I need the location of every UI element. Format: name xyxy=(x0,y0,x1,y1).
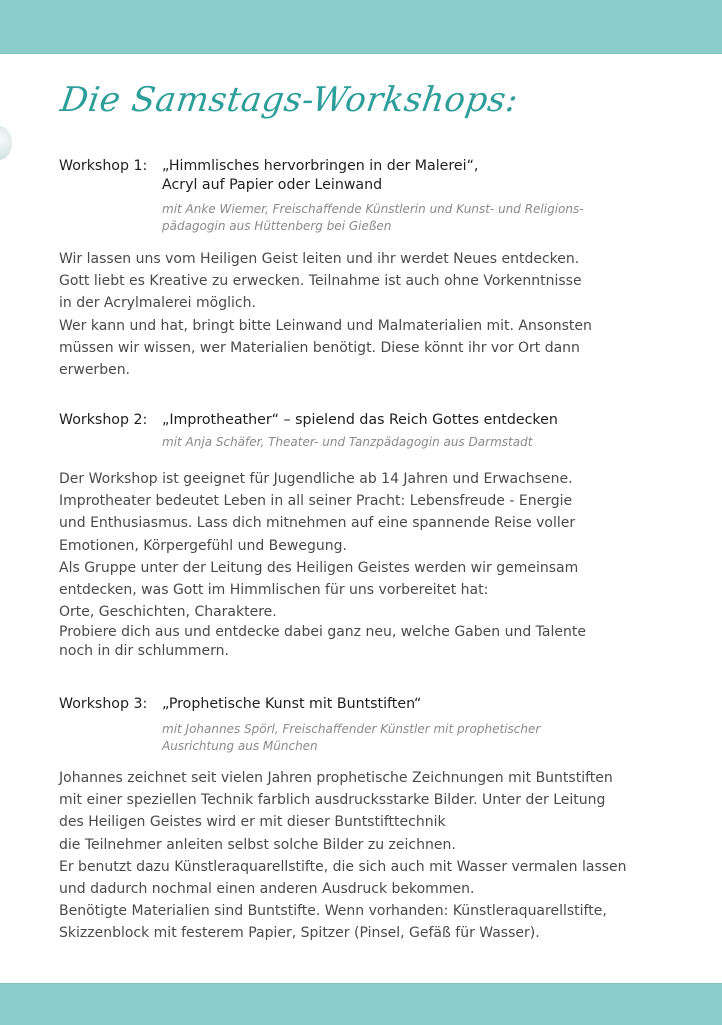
workshop-label: Workshop 1: xyxy=(59,158,148,174)
workshop-title: „Prophetische Kunst mit Buntstiften“ xyxy=(162,696,422,712)
workshop-label: Workshop 3: xyxy=(59,696,148,712)
workshop-description: Wir lassen uns vom Heiligen Geist leiten und ihr werdet Neues entdecken. Gott liebt es Kreative zu erwecken. Teilnahme ist auch ohne Vorkenntnisse in der Acrylmalerei möglich. Wer kann und hat, bringt bitte Leinwand und Malmaterialien mit. Ansonsten müssen wir wissen, wer Materialien benötigt. Diese könnt ihr vor Ort dann erwerben. xyxy=(59,251,592,379)
workshop-description: Der Workshop ist geeignet für Jugendliche ab 14 Jahren und Erwachsene. Improtheater bedeutet Leben in all seiner Pracht: Lebensfreude - Energie und Enthusiasmus. Lass dich mitnehmen auf eine spannende Reise voller Emotionen, Körpergefühl und Bewegung. Als Gruppe unter der Leitung des Heiligen Geistes werden wir gemeinsam entdecken, was Gott im Himmlischen für uns vorbereitet hat: Orte, Geschichten, Charaktere. Probiere dich aus und entdecke dabei ganz neu, welche Gaben und Talente noch in dir schlummern. xyxy=(59,471,586,660)
workshop-speaker: mit Anja Schäfer, Theater- und Tanzpädagogin aus Darmstadt xyxy=(162,435,533,449)
workshop-heading xyxy=(59,695,421,714)
workshop-description: Johannes zeichnet seit vielen Jahren prophetische Zeichnungen mit Buntstiften mit einer speziellen Technik farblich ausdrucksstarke Bilder. Unter der Leitung des Heiligen Geistes wird er mit dieser Buntstifttechnik die Teilnehmer anleiten selbst solche Bilder zu zeichnen. Er benutzt dazu Künstleraquarellstifte, die sich auch mit Wasser vermalen lassen und dadurch nochmal einen anderen Ausdruck bekommen. Benötigte Materialien sind Buntstifte. Wenn vorhanden: Künstleraquarellstifte, Skizzenblock mit festerem Papier, Spitzer (Pinsel, Gefäß für Wasser). xyxy=(59,770,627,942)
workshop-title: „Himmlisches hervorbringen in der Malerei“, Acryl auf Papier oder Leinwand xyxy=(162,158,479,193)
workshop-speaker: mit Johannes Spörl, Freischaffender Künstler mit prophetischer Ausrichtung aus München xyxy=(162,722,541,753)
workshop-heading xyxy=(59,411,558,430)
workshop-heading xyxy=(59,157,478,195)
workshop-title: „Improtheather“ – spielend das Reich Gottes entdecken xyxy=(162,412,558,428)
workshop-speaker: mit Anke Wiemer, Freischaffende Künstlerin und Kunst- und Religions- pädagogin aus Hüttenberg bei Gießen xyxy=(162,202,584,233)
decorative-bubble-icon xyxy=(0,126,12,160)
header-band xyxy=(0,0,722,54)
page-title: Die Samstags-Workshops: xyxy=(58,80,521,120)
workshop-label: Workshop 2: xyxy=(59,412,148,428)
footer-band xyxy=(0,983,722,1025)
